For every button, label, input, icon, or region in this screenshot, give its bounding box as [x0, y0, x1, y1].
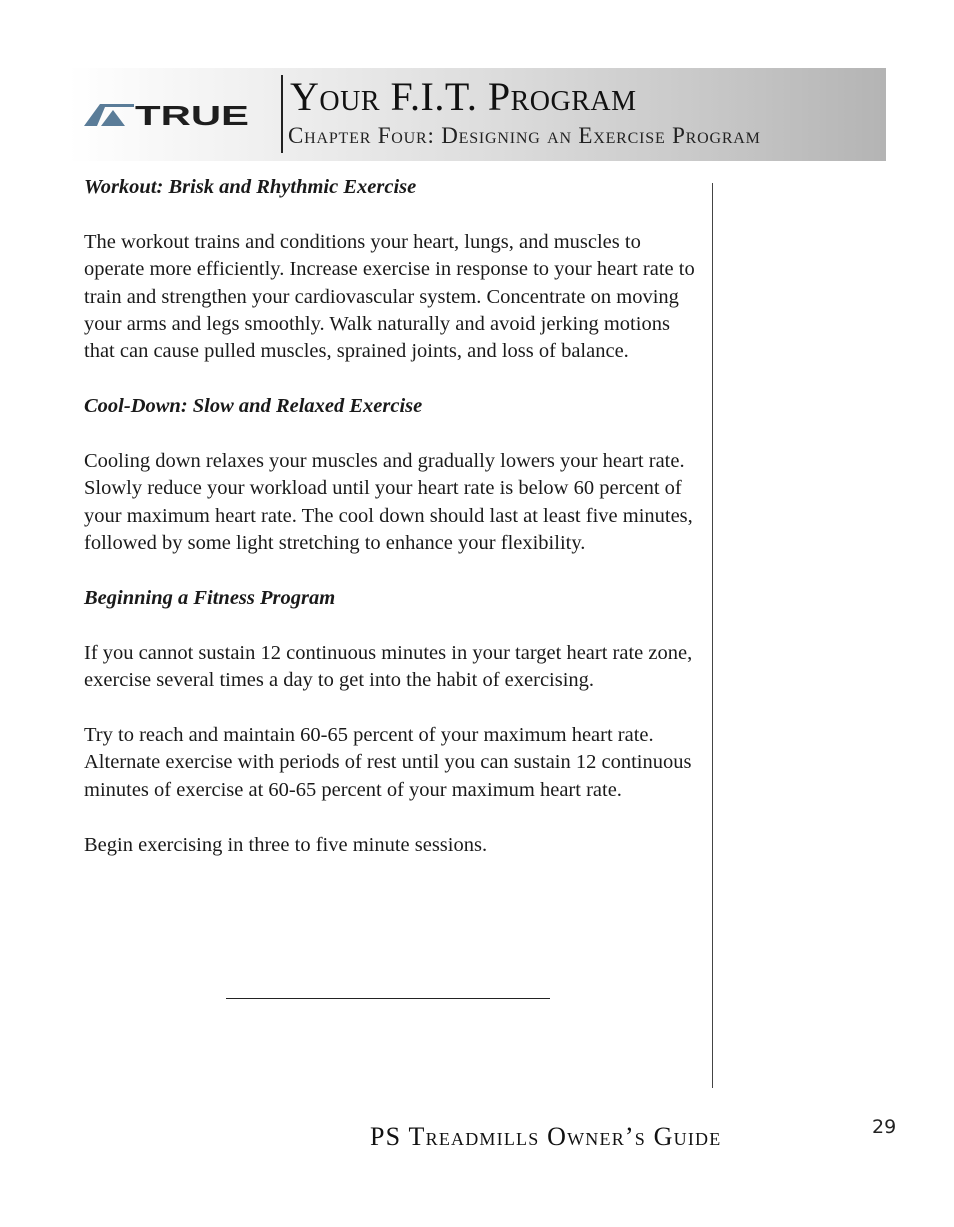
- true-logo-icon: [84, 104, 254, 126]
- main-content: [84, 174, 696, 859]
- footer-guide-title: PS Treadmills Owner’s Guide: [370, 1122, 722, 1151]
- logo-brand-text: TRUE: [135, 104, 249, 126]
- page-title: Your F.I.T. Program: [290, 74, 637, 119]
- beginning-paragraph-1: If you cannot sustain 12 continuous minutes in your target heart rate zone, exercise several times a day to get into the habit of exercising.: [84, 641, 693, 692]
- page-number: 29: [872, 1116, 897, 1138]
- chapter-subtitle: Chapter Four: Designing an Exercise Program: [288, 123, 761, 148]
- margin-rule: [712, 183, 713, 1088]
- section-heading-beginning: Beginning a Fitness Program: [84, 587, 336, 610]
- logo-accent-triangle: [101, 110, 125, 126]
- beginning-paragraph-2: Try to reach and maintain 60-65 percent of your maximum heart rate. Alternate exercise with periods of rest until you can sustain 12 continuous minutes of exercise at 60-65 percent of your maximum heart rate.: [84, 724, 692, 801]
- header-divider: [281, 75, 283, 153]
- page-header: [68, 68, 886, 161]
- section-end-rule: [226, 998, 550, 999]
- cool-down-paragraph: Cooling down relaxes your muscles and gradually lowers your heart rate. Slowly reduce your workload until your heart rate is below 60 percent of your maximum heart rate. The cool down should last at least five minutes, followed by some light stretching to enhance your flexibility.: [84, 450, 693, 555]
- section-heading-workout: Workout: Brisk and Rhythmic Exercise: [84, 176, 417, 198]
- workout-paragraph: The workout trains and conditions your heart, lungs, and muscles to operate more efficiently. Increase exercise in response to your heart rate to train and strengthen your cardiovascular system. Concentrate on moving your arms and legs smoothly. Walk naturally and avoid jerking motions that can cause pulled muscles, sprained joints, and loss of balance.: [84, 230, 695, 363]
- true-logo: [84, 104, 254, 126]
- section-heading-cool-down: Cool-Down: Slow and Relaxed Exercise: [84, 395, 423, 418]
- beginning-paragraph-3: Begin exercising in three to five minute sessions.: [84, 833, 488, 856]
